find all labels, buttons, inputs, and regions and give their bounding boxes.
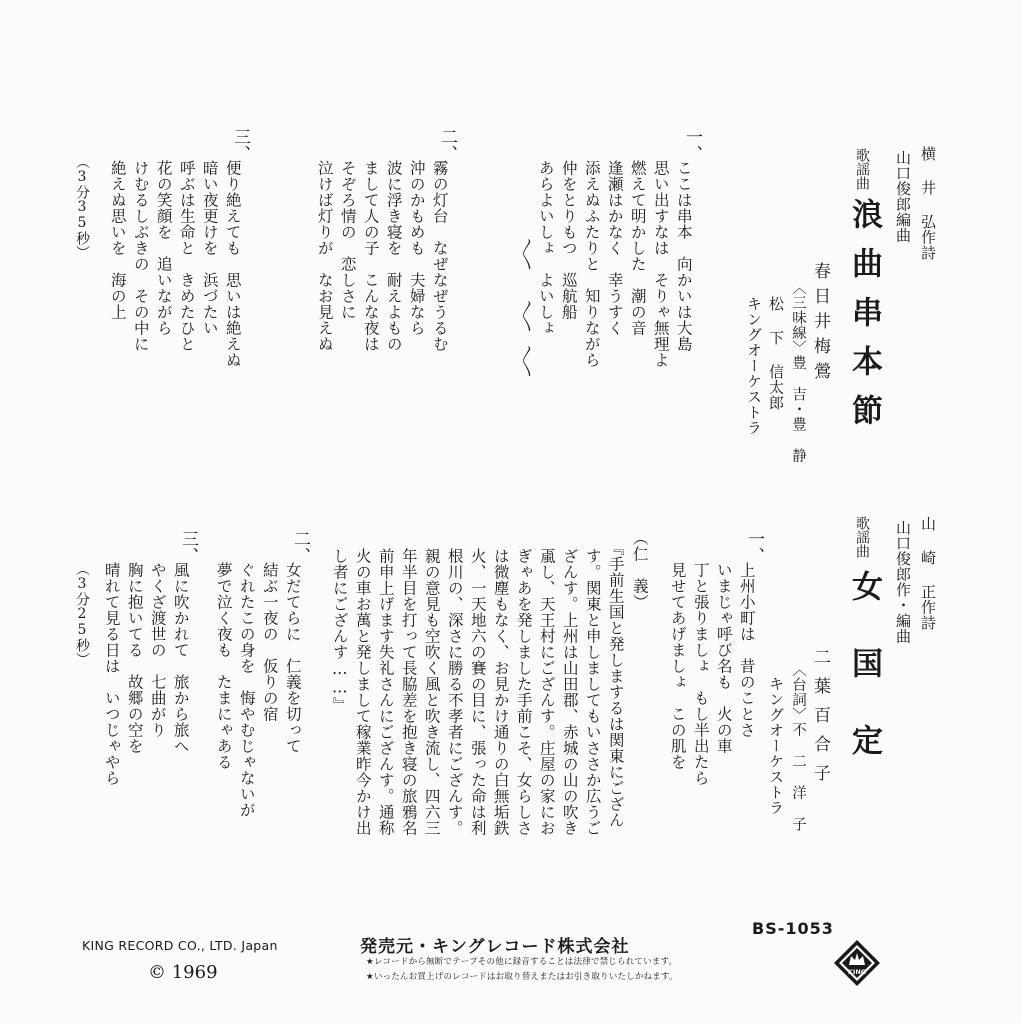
song2-serifu-line-3: ざんす。上州は山田郡、赤城の山の吹き	[560, 548, 579, 836]
king-logo-icon	[832, 938, 882, 988]
song1-orchestra: キングオーケストラ	[745, 296, 763, 436]
song2-verse3-line-2: やくざ渡世の 七曲がり	[148, 562, 167, 738]
song2-serifu-line-13: し者にござんす……』	[330, 548, 349, 713]
song2-serifu-line-9: 親の意見も空吹く風と吹き流し、四六三	[422, 548, 441, 836]
song2-verse3-line-3: 胸に抱いてる 故郷の空を	[125, 562, 144, 754]
song1-verse3-num: 三、	[230, 128, 250, 162]
song2-serifu-line-10: 年半目を打って長脇差を抱き寝の旅鴉名	[399, 548, 418, 836]
song1-verse2-line-1: 霧の灯台 なぜなぜうるむ	[430, 160, 449, 352]
song1-chorus-mark-1: 〳〵	[517, 238, 536, 270]
song1-conductor: 松 下 信太郎	[767, 296, 785, 411]
song2-narration: 〈台詞〉不 二 洋 子	[790, 662, 806, 832]
notice-2: ★いったんお買上げのレコードはお取り替えまたはお引き取りいたしかねます。	[366, 972, 678, 982]
notice-1: ★レコードから無断でテープその他に録音することは法律で禁じられています。	[366, 957, 678, 967]
song2-verse2-line-1: 女だてらに 仁義を切って	[283, 562, 302, 754]
song2-serifu-line-8: 根川の、深さに勝る不孝者にござんす。	[445, 548, 464, 836]
song2-serifu-line-4: 颪し、天王村にござんす。庄屋の家にお	[537, 548, 556, 836]
song2-serifu-line-12: 火の車お萬と発しまして稼業昨今かけ出	[353, 548, 372, 836]
song1-verse1-line-3: 燃えて明かした 潮の音	[628, 160, 647, 336]
song1-verse1-num: 一、	[682, 128, 702, 162]
song2-serifu-line-1: 『手前生国と発しまするは関東にござん	[606, 540, 625, 828]
song1-verse3-line-1: 便り絶えても 思いは絶えぬ	[223, 160, 242, 368]
song2-singer: 二葉百合子	[810, 648, 830, 793]
song1-duration: （3分35秒）	[74, 155, 90, 259]
song2-genre: 歌謡曲	[854, 516, 870, 558]
song1-verse1-line-4: 逢瀬はかなく 幸うすく	[605, 160, 624, 336]
king-logo-text: KING	[847, 968, 867, 976]
song1-chorus-mark-3: 〳〵	[517, 345, 536, 377]
song1-verse3-line-3: 呼ぶは生命と きめたひと	[177, 160, 196, 352]
song2-verse1-line-2: いまじゃ呼び名も 火の車	[714, 562, 733, 754]
song2-verse2-line-4: 夢で泣く夜も たまにゃある	[214, 562, 233, 770]
song1-verse2-line-5: そぞろ情の 恋しさに	[338, 160, 357, 320]
copyright: © 1969	[148, 962, 218, 983]
song2-arranger: 山口俊郎作・編曲	[894, 520, 912, 644]
song2-verse2-line-2: 結ぶ一夜の 仮りの宿	[260, 562, 279, 722]
song2-verse1-line-4: 見せてあげましょ この肌を	[668, 562, 687, 770]
song1-verse1-line-6: 仲をとりもつ 巡航船	[559, 160, 578, 320]
song1-verse3-line-6: 絶えぬ思いを 海の上	[108, 160, 127, 320]
song2-verse3-num: 三、	[178, 530, 198, 564]
song1-shamisen: 〈三味線〉豊 吉・豊 静	[790, 280, 806, 463]
song2-verse1-line-1: 上州小町は 昔のことさ	[737, 562, 756, 738]
song2-verse2-line-3: ぐれたこの身を 悔やむじゃないが	[237, 562, 256, 818]
song2-orchestra: キングオーケストラ	[767, 676, 785, 816]
song1-verse2-num: 二、	[437, 128, 457, 162]
song1-verse3-line-5: けむるしぶきの その中に	[131, 160, 150, 352]
distributor: 発売元・キングレコード株式会社	[360, 937, 630, 957]
song2-verse2-num: 二、	[290, 530, 310, 564]
song1-verse1-line-5: 添えぬふたりと 知りながら	[582, 160, 601, 368]
song1-lyricist: 横 井 弘作詩	[919, 146, 937, 261]
song2-verse3-line-4: 晴れて見る日は いつじゃやら	[102, 562, 121, 786]
song2-serifu-line-11: 前申上げます失礼さんにござんす。通称	[376, 548, 395, 836]
song2-serifu-line-6: は微塵もなく、お見かけ通りの白無垢鉄	[491, 548, 510, 836]
song2-serifu-line-5: ぎゃあを発しました手前こそ、女らしさ	[514, 548, 533, 836]
song1-verse2-line-3: 波に浮き寝を 耐えよもの	[384, 160, 403, 352]
song1-singer: 春日井梅鶯	[810, 262, 830, 387]
song1-verse3-line-2: 暗い夜更けを 浜づたい	[200, 160, 219, 336]
song1-verse3-line-4: 花の笑顔を 追いながら	[154, 160, 173, 336]
song2-serifu-line-2: す。関東と申しましてもいささか広うご	[583, 548, 602, 836]
catalog-number: BS-1053	[752, 919, 834, 938]
song1-verse2-line-4: まして人の子 こんな夜は	[361, 160, 380, 352]
song2-lyricist: 山 崎 正作詩	[919, 516, 937, 631]
king-logo	[832, 938, 882, 988]
song1-verse1-line-2: 思い出すなは そりゃ無理よ	[651, 160, 670, 368]
song2-verse1-line-3: 丁と張りましょ もし半出たら	[691, 562, 710, 786]
song2-verse3-line-1: 風に吹かれて 旅から旅へ	[171, 562, 190, 754]
song2-verse1-num: 一、	[744, 530, 764, 564]
song2-serifu-line-7: 火、一天地六の賽の目に、張った命は利	[468, 548, 487, 836]
song1-verse1-line-1: ここは串本 向かいは大島	[674, 160, 693, 352]
song1-title: 浪曲串本節	[846, 198, 882, 443]
song1-verse1-line-7: あらよいしょ よいしょ	[536, 160, 555, 336]
song2-duration: （3分25秒）	[74, 562, 90, 666]
song2-title: 女国定	[846, 570, 882, 801]
song2-serifu-label: （仁 義）	[630, 530, 649, 610]
song1-verse2-line-2: 沖のかもめも 夫婦なら	[407, 160, 426, 336]
song1-arranger: 山口俊郎編曲	[894, 150, 912, 243]
song1-chorus-mark-2: 〳〵	[517, 300, 536, 332]
song1-genre: 歌謡曲	[854, 148, 870, 190]
song1-verse2-line-6: 泣けば灯りが なお見えぬ	[315, 160, 334, 352]
label-name: KING RECORD CO., LTD. Japan	[82, 938, 278, 953]
